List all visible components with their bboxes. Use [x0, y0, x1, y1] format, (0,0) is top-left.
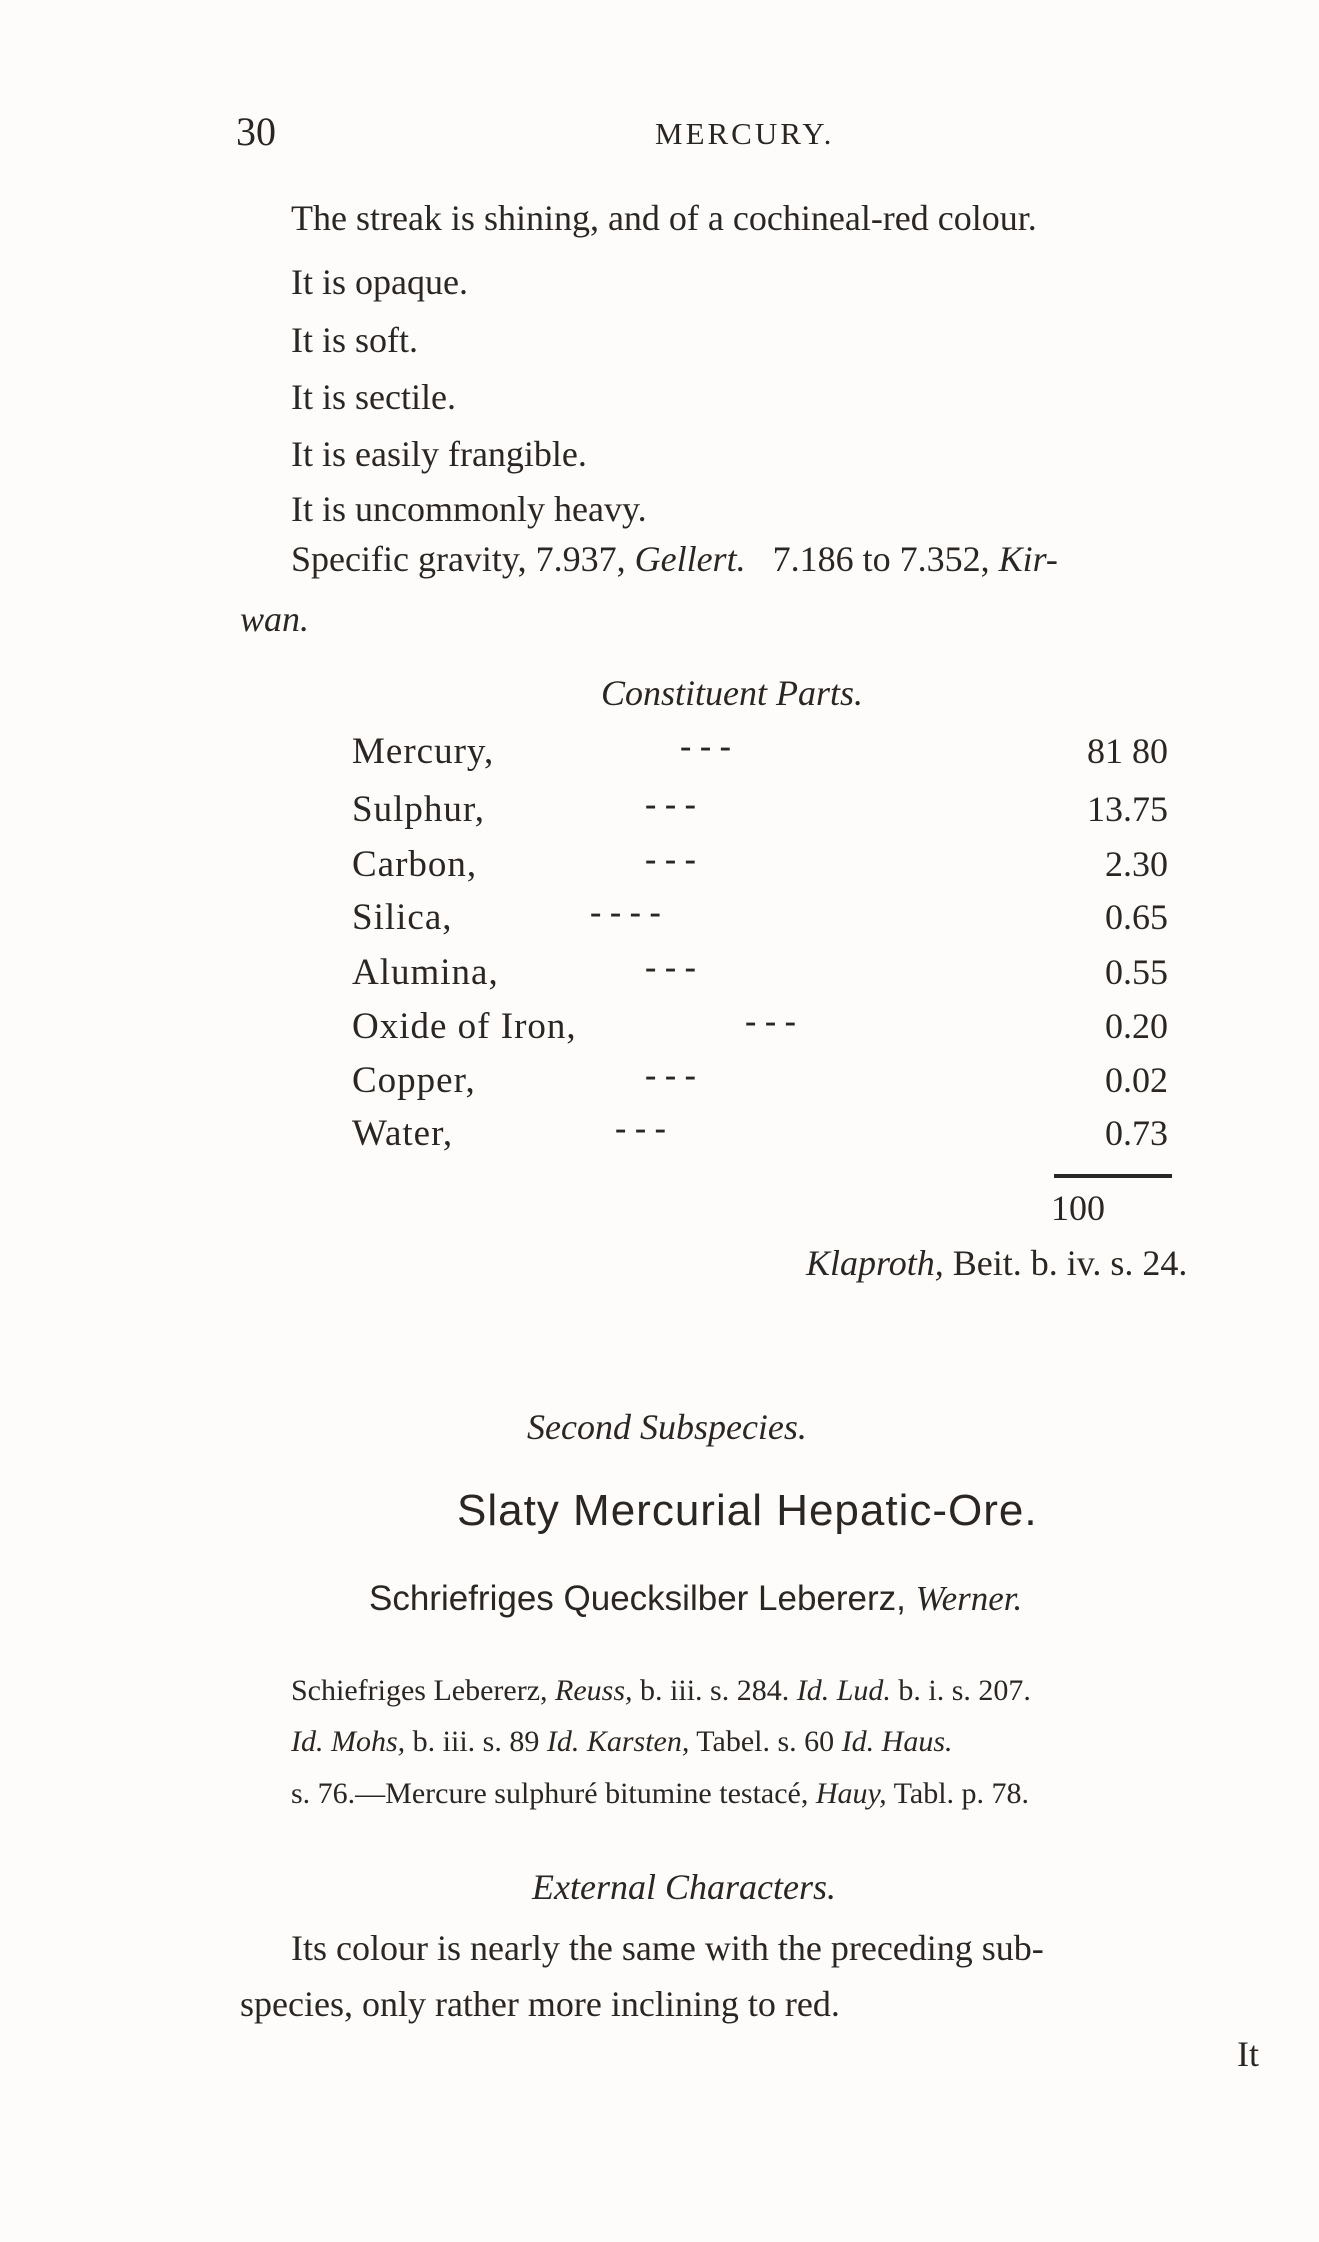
- synonyms-line-2: [291, 1725, 953, 1759]
- gravity-author-kirwan-b: wan.: [240, 599, 310, 639]
- sum-rule: [1054, 1174, 1172, 1178]
- constituent-value-silica: 0.65: [1105, 897, 1168, 937]
- constituent-label-sulphur: Sulphur,: [352, 789, 485, 830]
- constituent-dashes-water: - - -: [615, 1110, 666, 1147]
- intro-line-1: The streak is shining, and of a cochineal-red colour.: [291, 198, 1037, 238]
- synonym-run: Id. Haus.: [841, 1725, 953, 1758]
- constituent-label-water: Water,: [352, 1113, 454, 1154]
- constituent-source: [806, 1245, 1187, 1281]
- second-subspecies-heading: Second Subspecies.: [527, 1407, 807, 1447]
- german-name-author: Werner.: [915, 1579, 1023, 1618]
- synonym-run: Hauy,: [815, 1777, 887, 1810]
- synonyms-line-1: [291, 1674, 1031, 1708]
- synonym-run: Id. Mohs,: [291, 1725, 406, 1758]
- synonym-run: Tabel. s. 60: [689, 1725, 842, 1758]
- catchword: It: [1237, 2034, 1259, 2074]
- body-line-2: species, only rather more inclining to red.: [240, 1984, 840, 2024]
- german-name: Schriefriges Quecksilber Lebererz,: [369, 1579, 906, 1618]
- synonym-run: b. i. s. 207.: [890, 1674, 1031, 1707]
- synonym-run: Reuss,: [555, 1674, 633, 1707]
- synonym-run: Id. Lud.: [796, 1674, 891, 1707]
- constituent-value-copper: 0.02: [1105, 1060, 1168, 1100]
- constituent-value-carbon: 2.30: [1105, 844, 1168, 884]
- intro-line-4: It is sectile.: [291, 377, 456, 417]
- constituent-dashes-copper: - - -: [645, 1057, 696, 1094]
- constituent-label-oxide-of-iron: Oxide of Iron,: [352, 1006, 577, 1047]
- synonym-run: s. 76.—Mercure sulphuré bitumine testacé,: [291, 1777, 816, 1810]
- source-author-klaproth: Klaproth,: [806, 1243, 944, 1283]
- constituent-value-water: 0.73: [1105, 1113, 1168, 1153]
- running-title: MERCURY.: [655, 116, 835, 151]
- constituent-value-alumina: 0.55: [1105, 952, 1168, 992]
- constituent-value-mercury: 81 80: [1087, 731, 1168, 771]
- constituent-total: 100: [1051, 1188, 1105, 1228]
- synonym-run: Tabl. p. 78.: [886, 1777, 1030, 1810]
- intro-line-3: It is soft.: [291, 320, 419, 360]
- constituent-label-alumina: Alumina,: [352, 952, 499, 993]
- german-name-line: [369, 1579, 1022, 1619]
- constituent-value-sulphur: 13.75: [1087, 789, 1168, 829]
- intro-line-6: It is uncommonly heavy.: [291, 489, 647, 529]
- constituent-dashes-sulphur: - - -: [645, 786, 696, 823]
- constituent-value-oxide-of-iron: 0.20: [1105, 1006, 1168, 1046]
- constituent-label-carbon: Carbon,: [352, 844, 478, 885]
- synonym-run: Schiefriges Lebererz,: [291, 1674, 556, 1707]
- constituent-dashes-oxide-of-iron: - - -: [745, 1003, 796, 1040]
- synonym-run: Id. Karsten,: [546, 1725, 690, 1758]
- synonym-run: b. iii. s. 89: [405, 1725, 547, 1758]
- constituent-label-copper: Copper,: [352, 1060, 476, 1101]
- intro-line-5: It is easily frangible.: [291, 434, 587, 474]
- constituent-dashes-carbon: - - -: [645, 841, 696, 878]
- constituent-parts-heading: Constituent Parts.: [601, 673, 864, 713]
- constituent-dashes-alumina: - - -: [645, 949, 696, 986]
- constituent-label-mercury: Mercury,: [352, 731, 495, 772]
- gravity-author-kirwan-a: Kir-: [998, 539, 1058, 579]
- source-reference: Beit. b. iv. s. 24.: [952, 1243, 1188, 1283]
- gravity-text-b: 7.186 to 7.352,: [772, 539, 990, 579]
- constituent-label-silica: Silica,: [352, 897, 453, 938]
- gravity-text-a: Specific gravity, 7.937,: [291, 539, 626, 579]
- subspecies-title: Slaty Mercurial Hepatic-Ore.: [457, 1486, 1038, 1535]
- constituent-dashes-mercury: - - -: [680, 728, 731, 765]
- external-characters-heading: External Characters.: [532, 1867, 836, 1907]
- body-line-1: Its colour is nearly the same with the preceding sub-: [291, 1928, 1044, 1968]
- intro-line-2: It is opaque.: [291, 262, 468, 302]
- synonym-run: b. iii. s. 284.: [632, 1674, 797, 1707]
- specific-gravity-line: [291, 541, 1058, 577]
- constituent-dashes-silica: - - - -: [590, 894, 661, 931]
- page-number: 30: [236, 109, 276, 154]
- gravity-author-gellert: Gellert.: [634, 539, 746, 579]
- synonyms-line-3: [291, 1777, 1029, 1811]
